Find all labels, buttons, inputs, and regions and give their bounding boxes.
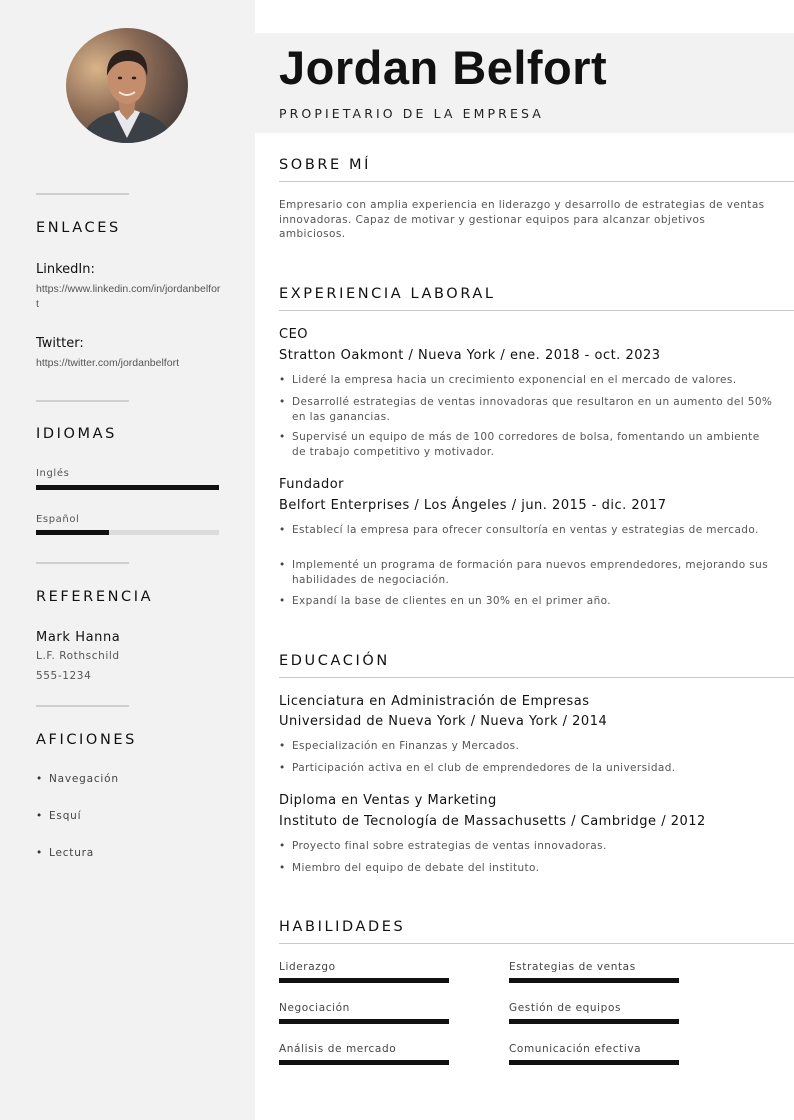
skill-level-bar [509, 978, 679, 983]
skill-label: Liderazgo [279, 961, 336, 973]
twitter-label: Twitter: [36, 336, 84, 351]
sidebar-divider [36, 400, 129, 402]
hobbies-heading: AFICIONES [36, 732, 137, 748]
about-heading: SOBRE MÍ [279, 157, 371, 173]
education-degree: Licenciatura en Administración de Empresas [279, 694, 590, 709]
sidebar-divider [36, 562, 129, 564]
languages-heading: IDIOMAS [36, 426, 117, 442]
section-divider [279, 677, 794, 678]
section-divider [279, 310, 794, 311]
sidebar-divider [36, 193, 129, 195]
links-heading: ENLACES [36, 220, 121, 236]
reference-company: L.F. Rothschild [36, 650, 120, 662]
skill-level-bar [279, 1019, 449, 1024]
skill-level-bar [509, 1019, 679, 1024]
skill-label: Análisis de mercado [279, 1043, 397, 1055]
skill-level-fill [509, 1019, 679, 1024]
skill-label: Estrategias de ventas [509, 961, 636, 973]
skill-level-fill [509, 1060, 679, 1065]
language-level-fill [36, 530, 109, 535]
job-role: Fundador [279, 477, 345, 492]
skill-level-fill [279, 978, 449, 983]
job-bullet: • Supervisé un equipo de más de 100 corredores de bolsa, fomentando un ambiente de trabajo competitivo y motivador. [279, 430, 774, 459]
education-bullet: • Proyecto final sobre estrategias de ventas innovadoras. [279, 839, 774, 854]
linkedin-link[interactable]: https://www.linkedin.com/in/jordanbelfort [36, 283, 221, 310]
person-name: Jordan Belfort [279, 41, 608, 94]
skill-level-bar [279, 978, 449, 983]
language-level-fill [36, 485, 219, 490]
education-meta: Instituto de Tecnología de Massachusetts / Cambridge / 2012 [279, 814, 706, 829]
hobby-item: • Esquí [36, 810, 81, 822]
language-label: Inglés [36, 468, 70, 479]
sidebar [0, 0, 255, 1120]
skill-level-fill [509, 978, 679, 983]
job-role: CEO [279, 327, 309, 342]
education-bullet: • Participación activa en el club de emprendedores de la universidad. [279, 761, 774, 776]
job-bullet: • Desarrollé estrategias de ventas innovadoras que resultaron en un aumento del 50% en las ganancias. [279, 395, 774, 424]
job-meta: Belfort Enterprises / Los Ángeles / jun. 2015 - dic. 2017 [279, 498, 667, 513]
job-bullet: • Implementé un programa de formación para nuevos emprendedores, mejorando sus habilidades de negociación. [279, 558, 774, 587]
about-text: Empresario con amplia experiencia en liderazgo y desarrollo de estrategias de ventas innovadoras. Capaz de motivar y gestionar equipos para alcanzar objetivos ambiciosos. [279, 199, 765, 240]
reference-heading: REFERENCIA [36, 589, 154, 605]
education-degree: Diploma en Ventas y Marketing [279, 793, 497, 808]
education-heading: EDUCACIÓN [279, 653, 390, 669]
language-level-bar [36, 530, 219, 535]
person-portrait-icon [66, 28, 188, 143]
reference-name: Mark Hanna [36, 630, 121, 645]
experience-heading: EXPERIENCIA LABORAL [279, 286, 496, 302]
education-bullet: • Miembro del equipo de debate del instituto. [279, 861, 774, 876]
linkedin-label: LinkedIn: [36, 262, 95, 277]
skill-level-bar [509, 1060, 679, 1065]
job-meta: Stratton Oakmont / Nueva York / ene. 2018 - oct. 2023 [279, 348, 661, 363]
education-meta: Universidad de Nueva York / Nueva York / 2014 [279, 714, 608, 729]
job-bullet: • Establecí la empresa para ofrecer consultoría en ventas y estrategias de mercado. [279, 523, 774, 538]
sidebar-divider [36, 705, 129, 707]
language-level-bar [36, 485, 219, 490]
section-divider [279, 181, 794, 182]
hobby-item: • Lectura [36, 847, 94, 859]
reference-phone: 555-1234 [36, 670, 92, 682]
job-bullet: • Expandí la base de clientes en un 30% en el primer año. [279, 594, 774, 609]
section-divider [279, 943, 794, 944]
skill-level-fill [279, 1060, 449, 1065]
skill-label: Gestión de equipos [509, 1002, 622, 1014]
twitter-link[interactable]: https://twitter.com/jordanbelfort [36, 357, 179, 369]
job-bullet: • Lideré la empresa hacia un crecimiento exponencial en el mercado de valores. [279, 373, 774, 388]
skill-level-bar [279, 1060, 449, 1065]
person-title: PROPIETARIO DE LA EMPRESA [279, 106, 544, 121]
skill-label: Comunicación efectiva [509, 1043, 642, 1055]
skill-level-fill [279, 1019, 449, 1024]
hobby-item: • Navegación [36, 773, 119, 785]
education-bullet: • Especialización en Finanzas y Mercados. [279, 739, 774, 754]
skills-heading: HABILIDADES [279, 919, 406, 935]
language-label: Español [36, 514, 80, 525]
profile-photo [66, 28, 188, 143]
skill-label: Negociación [279, 1002, 350, 1014]
